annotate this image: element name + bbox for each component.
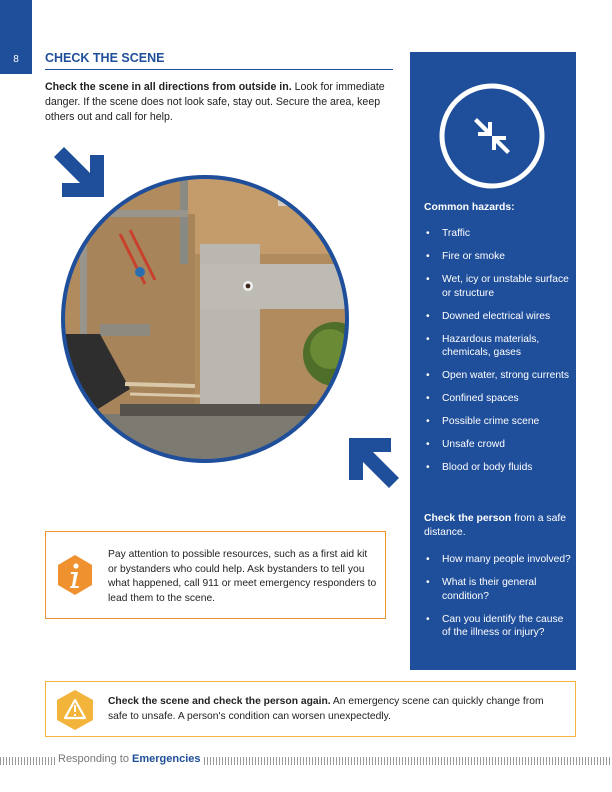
person-questions-list: [424, 553, 572, 640]
hazard-item: • Open water, strong currents: [424, 369, 572, 383]
check-person-bold: Check the person: [424, 513, 512, 524]
hazard-item: • Downed electrical wires: [424, 310, 572, 324]
hazard-item: • Unsafe crowd: [424, 438, 572, 452]
warning-bold: Check the scene and check the person again.: [108, 696, 331, 707]
footer-label: [55, 753, 203, 765]
hazard-item: • Traffic: [424, 227, 572, 241]
info-text: Pay attention to possible resources, such as a first aid kit or bystanders who could help. Ask bystanders to tell you what happened, call 911 or meet emergency responders to lead them to the scene.: [108, 549, 377, 604]
footer-emphasis: Emergencies: [132, 753, 201, 765]
sidebar-panel: [410, 52, 576, 670]
hazard-item: • Confined spaces: [424, 392, 572, 406]
intro-bold: Check the scene in all directions from outside in.: [45, 81, 292, 93]
info-icon: [56, 554, 94, 596]
inward-arrows-icon: [436, 80, 548, 192]
warning-rest: An emergency scene can quickly change from safe to unsafe. A person's condition can worsen unexpectedly.: [108, 696, 544, 722]
warning-box: [45, 681, 576, 737]
person-question: • Can you identify the cause of the illness or injury?: [424, 613, 572, 640]
footer-prefix: Responding to: [58, 753, 132, 765]
warning-icon: [55, 688, 95, 732]
page-number-strip: [0, 0, 32, 44]
check-person-rest: from a safe distance.: [424, 513, 567, 538]
inward-arrow-bottom-right-icon: [343, 432, 403, 492]
person-question: • What is their general condition?: [424, 576, 572, 603]
aerial-scene-photo: [60, 174, 350, 464]
warning-text: [108, 695, 563, 724]
hazard-item: • Wet, icy or unstable surface or structure: [424, 273, 572, 300]
hazards-list: [424, 227, 572, 475]
check-person-heading: [424, 512, 572, 539]
person-question: • How many people involved?: [424, 553, 572, 567]
hazard-item: • Hazardous materials, chemicals, gases: [424, 333, 572, 360]
intro-rest: Look for immediate danger. If the scene does not look safe, stay out. Secure the area, keep others out and call for help.: [45, 81, 385, 123]
intro-paragraph: [45, 80, 395, 125]
hazard-item: • Fire or smoke: [424, 250, 572, 264]
hazard-item: • Blood or body fluids: [424, 461, 572, 475]
hazard-item: • Possible crime scene: [424, 415, 572, 429]
page-number: 8: [0, 44, 32, 74]
footer: [0, 753, 612, 769]
section-title: CHECK THE SCENE: [45, 51, 393, 70]
hazards-heading: Common hazards:: [424, 202, 515, 213]
info-box: [45, 531, 386, 619]
